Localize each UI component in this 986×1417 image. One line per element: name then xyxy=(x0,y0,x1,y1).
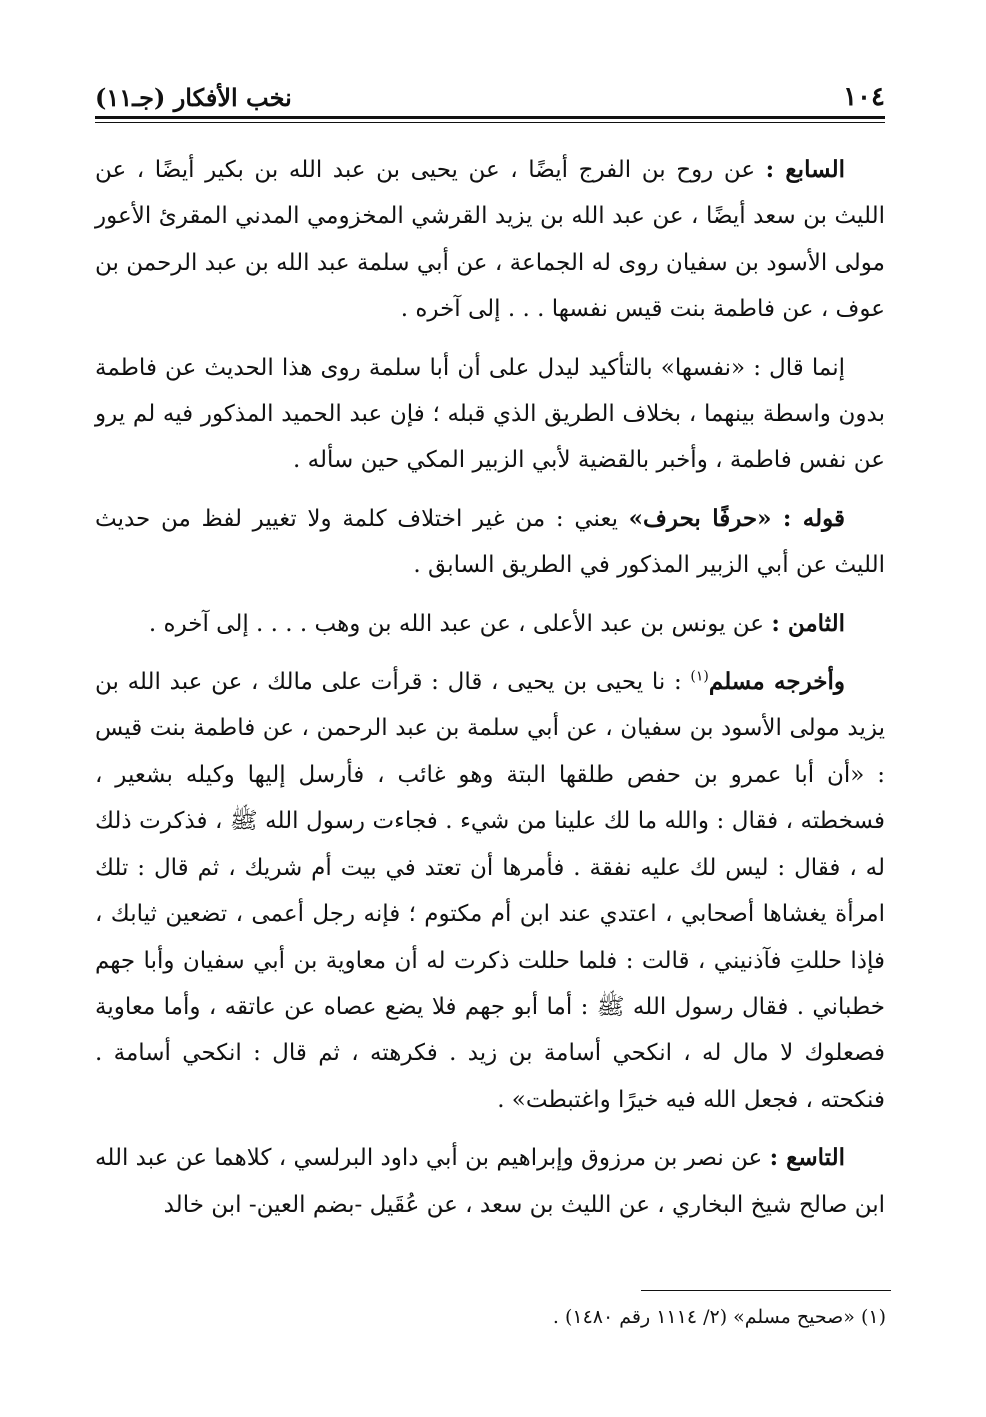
paragraph-qawluhu xyxy=(95,496,885,589)
footnote: (١) «صحيح مسلم» (٢/ ١١١٤ رقم ١٤٨٠) . xyxy=(552,1306,886,1328)
paragraph-seventh xyxy=(95,147,885,333)
paragraph-explanation xyxy=(95,345,885,484)
page xyxy=(95,68,885,1240)
paragraph-lead: السابع : xyxy=(765,156,845,183)
book-title: نخب الأفكار (جـ١١) xyxy=(95,83,292,112)
paragraph-text: عن روح بن الفرج أيضًا ، عن يحيى بن عبد الله بن بكير أيضًا ، عن الليث بن سعد أيضًا ، عن عبد الله بن يزيد القرشي المخزومي المدني المقرئ الأعور مولى الأسود بن سفيان روى له الجماعة ، عن أبي سلمة عبد الله بن عبد الرحمن بن عوف ، عن فاطمة بنت قيس نفسها . . . إلى آخره . xyxy=(95,157,885,323)
paragraph-lead: قوله : «حرفًا بحرف» xyxy=(628,504,845,532)
paragraph-eighth xyxy=(95,601,885,647)
header-rule-thick xyxy=(95,116,885,119)
paragraph-text: يعني : من غير اختلاف كلمة ولا تغيير لفظ من حديث الليث عن أبي الزبير المذكور في الطريق السابق . xyxy=(95,505,885,579)
footnote-marker[interactable]: (١) xyxy=(690,668,709,685)
paragraph-ninth xyxy=(95,1135,885,1228)
paragraph-text: : نا يحيى بن يحيى ، قال : قرأت على مالك ، عن عبد الله بن يزيد مولى الأسود بن سفيان ، عن أبي سلمة بن عبد الرحمن ، عن فاطمة بنت قيس : «أن أبا عمرو بن حفص طلقها البتة وهو غائب ، فأرسل إليها وكيله بشعير ، فسخطته ، فقال : والله ما لك علينا من شيء . فجاءت رسول الله ﷺ ، فذكرت ذلك له ، فقال : ليس لك عليه نفقة . فأمرها أن تعتد في بيت أم شريك ، ثم قال : تلك امرأة يغشاها أصحابي ، اعتدي عند ابن أم مكتوم ؛ فإنه رجل أعمى ، تضعين ثيابك ، فإذا حللتِ فآذنيني ، قالت : فلما حللت ذكرت له أن معاوية بن أبي سفيان وأبا جهم خطباني . فقال رسول الله ﷺ : أما أبو جهم فلا يضع عصاه عن عاتقه ، وأما معاوية فصعلوك لا مال له ، انكحي أسامة بن زيد . فكرهته ، ثم قال : انكحي أسامة . فنكحته ، فجعل الله فيه خيرًا واغتبطت» . xyxy=(95,669,885,1113)
running-header xyxy=(95,68,885,112)
paragraph-text: عن نصر بن مرزوق وإبراهيم بن أبي داود البرلسي ، كلاهما عن عبد الله ابن صالح شيخ البخاري ، عن الليث بن سعد ، عن عُقَيل -بضم العين- ابن خالد xyxy=(95,1145,885,1218)
paragraph-text: عن يونس بن عبد الأعلى ، عن عبد الله بن وهب . . . . إلى آخره . xyxy=(148,610,772,637)
main-text xyxy=(95,147,885,1228)
paragraph-lead: الثامن : xyxy=(771,609,845,637)
paragraph-lead: وأخرجه مسلم xyxy=(708,668,845,696)
paragraph-lead: التاسع : xyxy=(769,1144,845,1172)
paragraph-text: إنما قال : «نفسها» بالتأكيد ليدل على أن أبا سلمة روى هذا الحديث عن فاطمة بدون واسطة بينهما ، بخلاف الطريق الذي قبله ؛ فإن عبد الحميد المذكور فيه لم يرو عن نفس فاطمة ، وأخبر بالقضية لأبي الزبير المكي حين سأله . xyxy=(95,354,885,474)
header-rule-thin xyxy=(95,122,885,123)
paragraph-muslim xyxy=(95,659,885,1123)
footnote-separator xyxy=(641,1290,891,1291)
page-number: ١٠٤ xyxy=(843,82,885,112)
